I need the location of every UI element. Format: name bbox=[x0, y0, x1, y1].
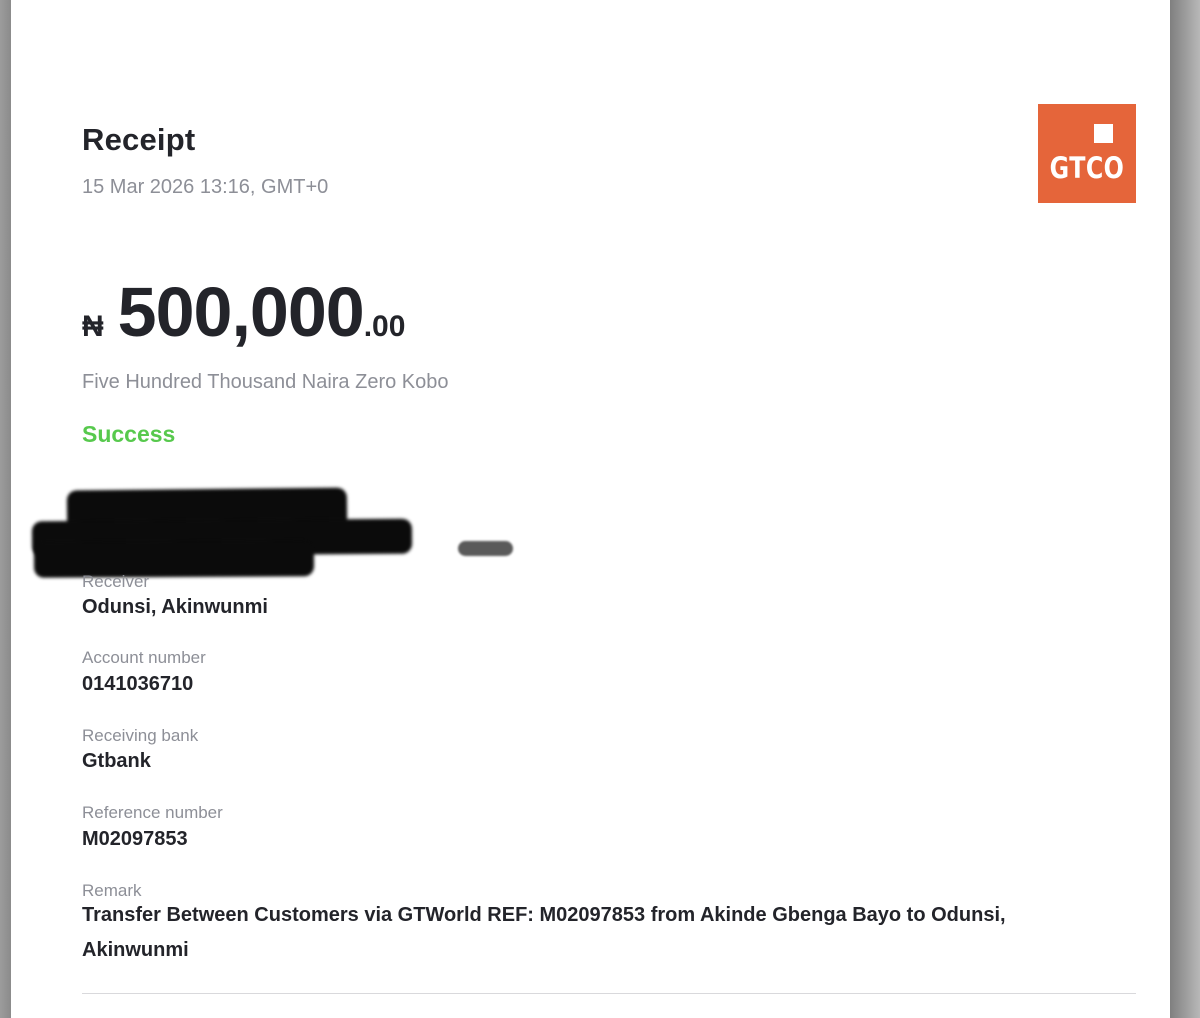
redaction-mark bbox=[458, 541, 513, 556]
receiving-bank-value: Gtbank bbox=[82, 750, 151, 772]
reference-number-label: Reference number bbox=[82, 803, 223, 822]
currency-symbol: ₦ bbox=[82, 310, 104, 343]
divider bbox=[82, 993, 1136, 994]
receipt-date: 15 Mar 2026 13:16, GMT+0 bbox=[82, 176, 329, 198]
receipt-title: Receipt bbox=[82, 122, 196, 157]
receipt-sheet bbox=[11, 0, 1170, 1018]
page-left-edge bbox=[0, 0, 11, 1018]
page-right-edge bbox=[1170, 0, 1200, 1018]
receiver-label: Receiver bbox=[82, 572, 150, 591]
reference-number-value: M02097853 bbox=[82, 828, 188, 850]
remark-value: Transfer Between Customers via GTWorld REF: M02097853 from Akinde Gbenga Bayo to Odunsi, Akinwunmi bbox=[82, 904, 1006, 961]
remark-label: Remark bbox=[82, 881, 142, 900]
logo-square-mark bbox=[1094, 124, 1113, 143]
amount bbox=[82, 272, 405, 352]
receipt-content bbox=[82, 0, 1136, 1018]
receiver-value: Odunsi, Akinwunmi bbox=[82, 596, 268, 618]
gtco-logo bbox=[1038, 104, 1136, 203]
account-number-value: 0141036710 bbox=[82, 673, 194, 695]
amount-main: 500,000 bbox=[117, 273, 364, 351]
redaction-mark bbox=[34, 540, 314, 577]
amount-in-words: Five Hundred Thousand Naira Zero Kobo bbox=[82, 371, 449, 393]
receiving-bank-label: Receiving bank bbox=[82, 726, 199, 745]
status-badge: Success bbox=[82, 421, 176, 447]
amount-decimal: .00 bbox=[363, 310, 406, 343]
logo-text: GTCO bbox=[1049, 151, 1125, 185]
account-number-label: Account number bbox=[82, 648, 206, 667]
